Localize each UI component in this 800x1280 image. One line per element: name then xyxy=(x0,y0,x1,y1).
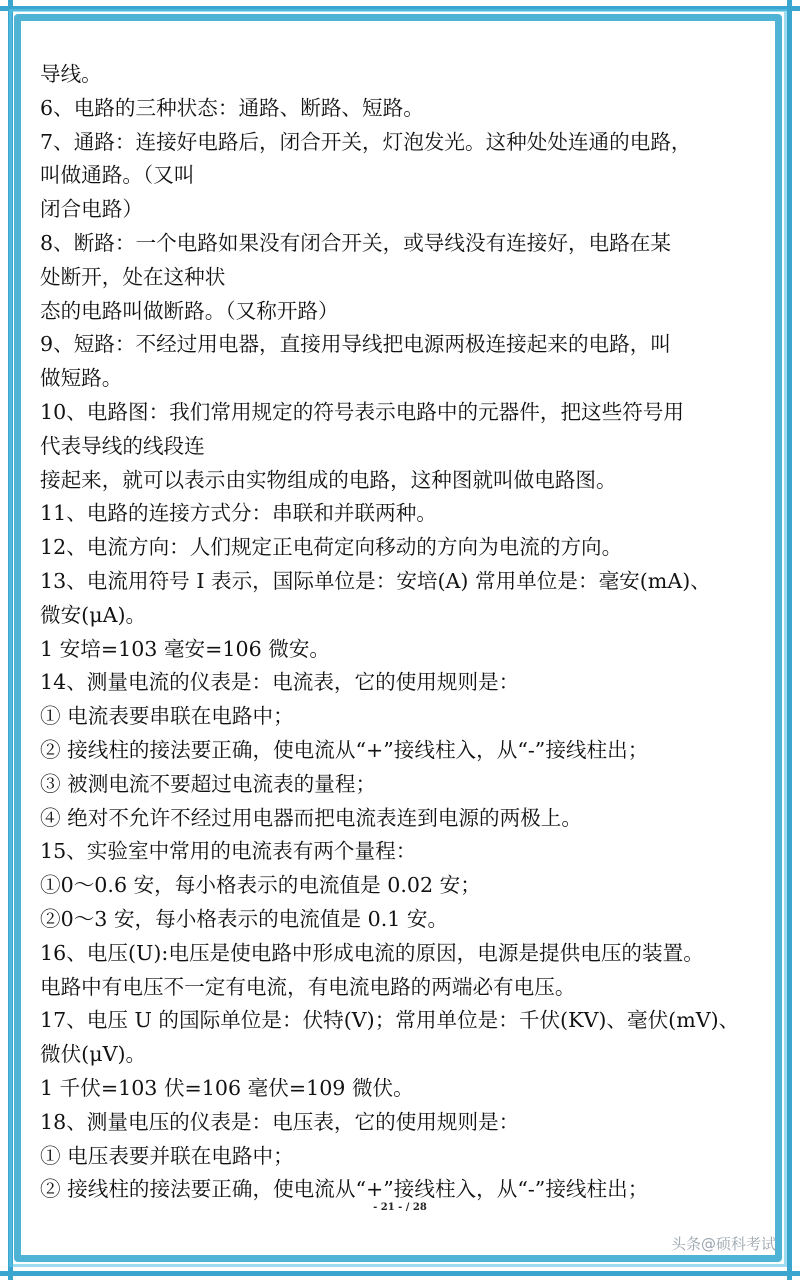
text-line: 1 安培=103 毫安=106 微安。 xyxy=(40,636,331,661)
text-line: 做短路。 xyxy=(40,366,123,391)
text-line: ②0～3 安，每小格表示的电流值是 0.1 安。 xyxy=(40,906,449,931)
text-line: 微伏(μV)。 xyxy=(40,1042,147,1067)
text-line: 18、测量电压的仪表是：电压表，它的使用规则是： xyxy=(40,1109,520,1134)
text-line: 导线。 xyxy=(40,62,102,86)
text-line: 9、短路：不经过用电器，直接用导线把电源两极连接起来的电路，叫 xyxy=(40,332,671,357)
document-body xyxy=(40,58,768,1207)
text-line: 电路中有电压不一定有电流，有电流电路的两端必有电压。 xyxy=(40,974,576,999)
text-line: 7、通路：连接好电路后，闭合开关，灯泡发光。这种处处连通的电路， xyxy=(40,129,692,154)
text-line: 15、实验室中常用的电流表有两个量程： xyxy=(40,839,417,864)
text-line: 11、电路的连接方式分：串联和并联两种。 xyxy=(40,501,437,526)
text-line: 14、测量电流的仪表是：电流表，它的使用规则是： xyxy=(40,670,520,695)
text-line: 微安(μA)。 xyxy=(40,602,147,627)
frame-brush-right xyxy=(787,0,792,1280)
text-line: ② 接线柱的接法要正确，使电流从“+”接线柱入，从“-”接线柱出； xyxy=(40,1177,649,1202)
text-line: 8、断路：一个电路如果没有闭合开关，或导线没有连接好，电路在某 xyxy=(40,230,671,255)
text-line: 17、电压 U 的国际单位是：伏特(V)；常用单位是：千伏(KV)、毫伏(mV)、 xyxy=(40,1008,740,1033)
text-line: 12、电流方向：人们规定正电荷定向移动的方向为电流的方向。 xyxy=(40,535,623,560)
text-line: 处断开，处在这种状 xyxy=(40,264,226,289)
text-line: 闭合电路） xyxy=(40,197,143,222)
text-line: 1 千伏=103 伏=106 毫伏=109 微伏。 xyxy=(40,1075,414,1100)
text-line: 13、电流用符号 I 表示，国际单位是：安培(A) 常用单位是：毫安(mA)、 xyxy=(40,568,711,593)
text-line: 代表导线的线段连 xyxy=(40,433,205,458)
watermark: 头条@硕科考试 xyxy=(670,1235,776,1253)
frame-brush-left xyxy=(8,0,13,1280)
text-line: ④ 绝对不允许不经过用电器而把电流表连到电源的两极上。 xyxy=(40,805,582,830)
page-number: - 21 - / 28 xyxy=(373,1202,427,1213)
text-line: 接起来，就可以表示由实物组成的电路，这种图就叫做电路图。 xyxy=(40,467,617,492)
text-line: 16、电压(U):电压是使电路中形成电流的原因，电源是提供电压的装置。 xyxy=(40,940,704,965)
frame-brush-top xyxy=(0,6,800,11)
text-line: 叫做通路。（又叫 xyxy=(40,163,195,188)
text-line: 10、电路图：我们常用规定的符号表示电路中的元器件，把这些符号用 xyxy=(40,399,685,424)
text-line: ① 电压表要并联在电路中； xyxy=(40,1143,294,1168)
frame-brush-bottom xyxy=(0,1271,800,1276)
text-line: ② 接线柱的接法要正确，使电流从“+”接线柱入，从“-”接线柱出； xyxy=(40,737,649,762)
text-line: ①0～0.6 安，每小格表示的电流值是 0.02 安； xyxy=(40,873,481,898)
text-line: 6、电路的三种状态：通路、断路、短路。 xyxy=(40,95,424,120)
text-line: ③ 被测电流不要超过电流表的量程； xyxy=(40,771,377,796)
text-line: 态的电路叫做断路。（又称开路） xyxy=(40,298,339,323)
text-line: ① 电流表要串联在电路中； xyxy=(40,704,294,729)
